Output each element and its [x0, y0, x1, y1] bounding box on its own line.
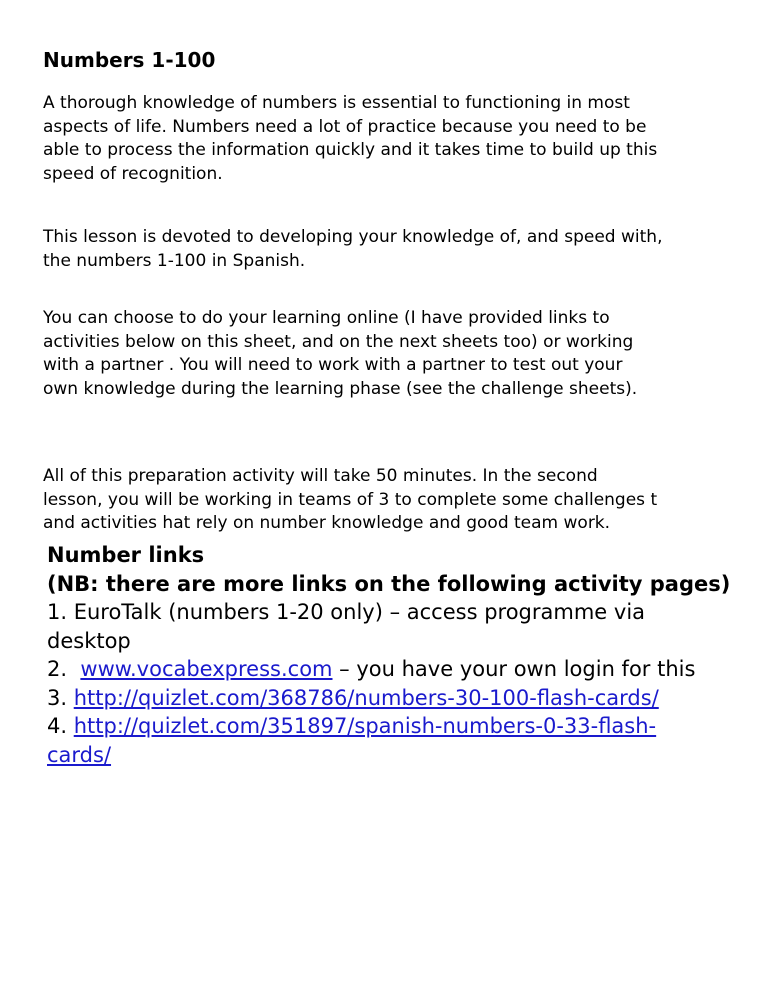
paragraph-line: lesson, you will be working in teams of 3 to complete some challenges t: [43, 489, 658, 510]
paragraph-line: able to process the information quickly and it takes time to build up this: [43, 140, 658, 160]
vocabexpress-link[interactable]: www.vocabexpress.com: [80, 657, 333, 681]
link-item-eurotalk: 1. EuroTalk (numbers 1-20 only) – access programme via: [47, 600, 646, 624]
link-item-quizlet-0-33: [47, 712, 747, 741]
learning-options-paragraph: [43, 307, 743, 401]
paragraph-line: own knowledge during the learning phase (see the challenge sheets).: [43, 378, 638, 399]
lesson-paragraph: [43, 226, 743, 273]
links-note: (NB: there are more links on the following activity pages): [47, 571, 731, 596]
paragraph-line: with a partner . You will need to work with a partner to test out your: [43, 355, 623, 375]
quizlet-30-100-link[interactable]: http://quizlet.com/368786/numbers-30-100-flash-cards/: [73, 685, 659, 710]
timing-paragraph: [43, 465, 743, 536]
paragraph-line: speed of recognition.: [43, 163, 223, 184]
page-title: Numbers 1-100: [43, 48, 216, 72]
links-heading: Number links: [47, 543, 205, 567]
quizlet-0-33-link-continued[interactable]: cards/: [47, 742, 112, 767]
link-item-vocabexpress: [47, 655, 747, 684]
paragraph-line: activities below on this sheet, and on the next sheets too) or working: [43, 331, 634, 352]
intro-paragraph: [43, 92, 743, 186]
link-number: 3.: [47, 685, 74, 710]
paragraph-line: A thorough knowledge of numbers is essential to functioning in most: [43, 93, 630, 113]
link-item-eurotalk-continued: desktop: [47, 628, 131, 653]
paragraph-line: All of this preparation activity will take 50 minutes. In the second: [43, 466, 598, 486]
paragraph-line: the numbers 1-100 in Spanish.: [43, 250, 306, 271]
paragraph-line: You can choose to do your learning online (I have provided links to: [43, 308, 610, 328]
link-description: – you have your own login for this: [332, 657, 696, 681]
paragraph-line: aspects of life. Numbers need a lot of practice because you need to be: [43, 116, 647, 137]
paragraph-line: This lesson is devoted to developing your knowledge of, and speed with,: [43, 227, 663, 247]
paragraph-line: and activities hat rely on number knowledge and good team work.: [43, 513, 611, 533]
link-number: 2.: [47, 657, 81, 681]
quizlet-0-33-link[interactable]: http://quizlet.com/351897/spanish-numbers-0-33-flash-: [73, 714, 657, 738]
number-links-section: [47, 541, 747, 769]
link-item-quizlet-0-33-continued: [47, 741, 747, 770]
link-number: 4.: [47, 714, 74, 738]
link-item-quizlet-30-100: [47, 684, 747, 713]
